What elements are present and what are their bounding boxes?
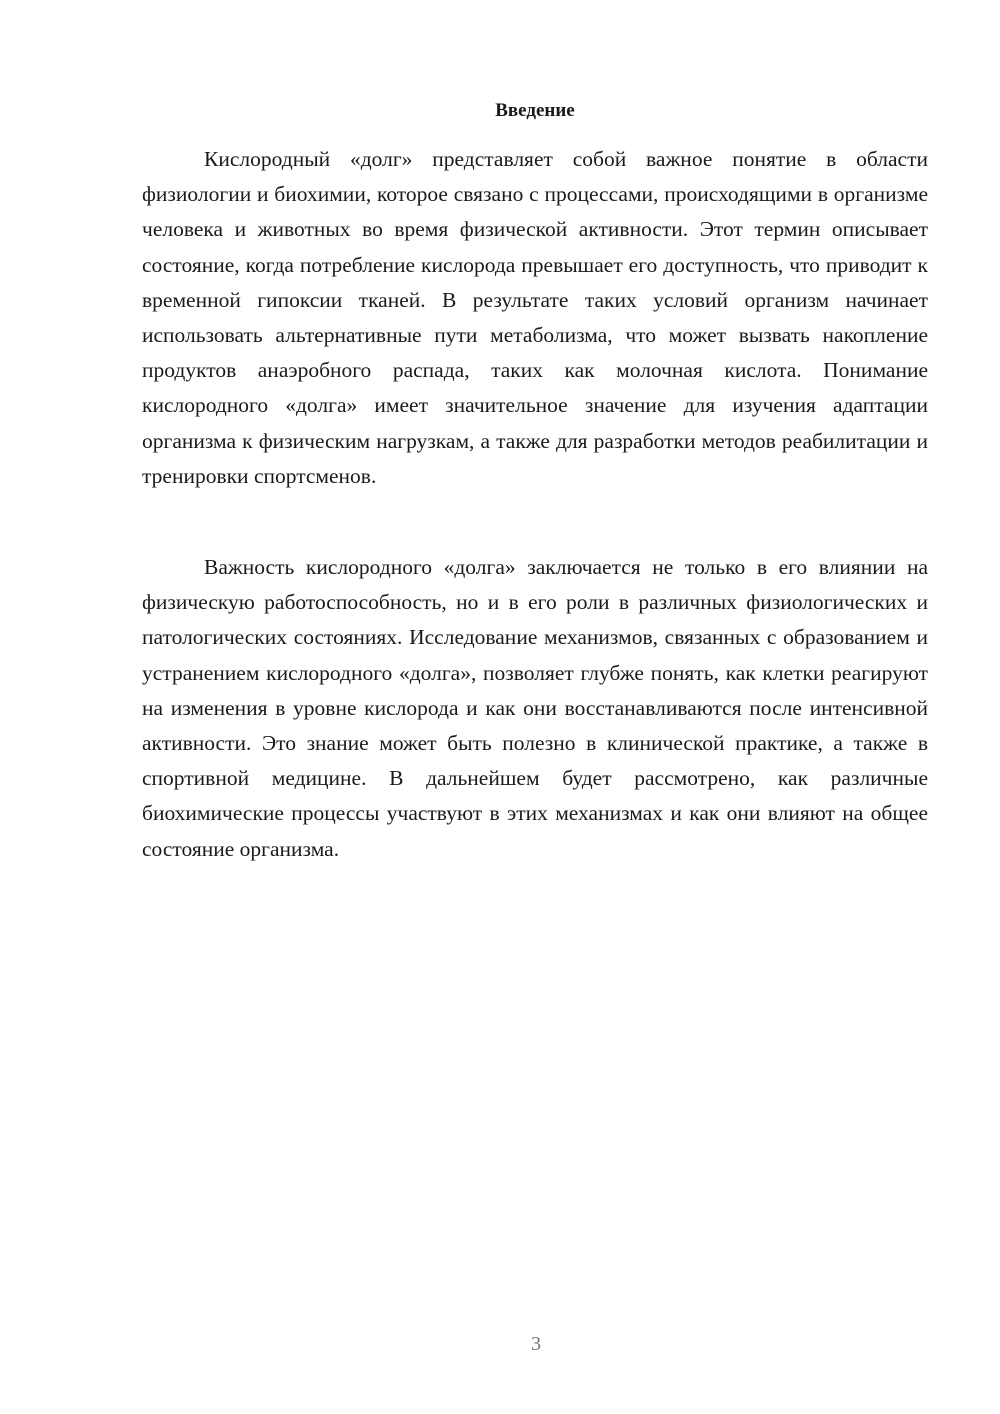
paragraph-1-block (142, 142, 928, 494)
paragraph-2-block (142, 550, 928, 867)
page-number: 3 (531, 1333, 541, 1355)
paragraph-2: Важность кислородного «долга» заключается не только в его влиянии на физическую работоспособность, но и в его роли в различных физиологических и патологических состояниях. Исследование механизмов, связанных с образованием и устранением кислородного «долга», позволяет глубже понять, как клетки реагируют на изменения в уровне кислорода и как они восстанавливаются после интенсивной активности. Это знание может быть полезно в клинической практике, а также в спортивной медицине. В дальнейшем будет рассмотрено, как различные биохимические процессы участвуют в этих механизмах и как они влияют на общее состояние организма. (142, 555, 928, 861)
section-heading: Введение (495, 100, 575, 121)
paragraph-1: Кислородный «долг» представляет собой важное понятие в области физиологии и биохимии, которое связано с процессами, происходящими в организме человека и животных во время физической активности. Этот термин описывает состояние, когда потребление кислорода превышает его доступность, что приводит к временной гипоксии тканей. В результате таких условий организм начинает использовать альтернативные пути метаболизма, что может вызвать накопление продуктов анаэробного распада, таких как молочная кислота. Понимание кислородного «долга» имеет значительное значение для изучения адаптации организма к физическим нагрузкам, а также для разработки методов реабилитации и тренировки спортсменов. (142, 147, 928, 488)
